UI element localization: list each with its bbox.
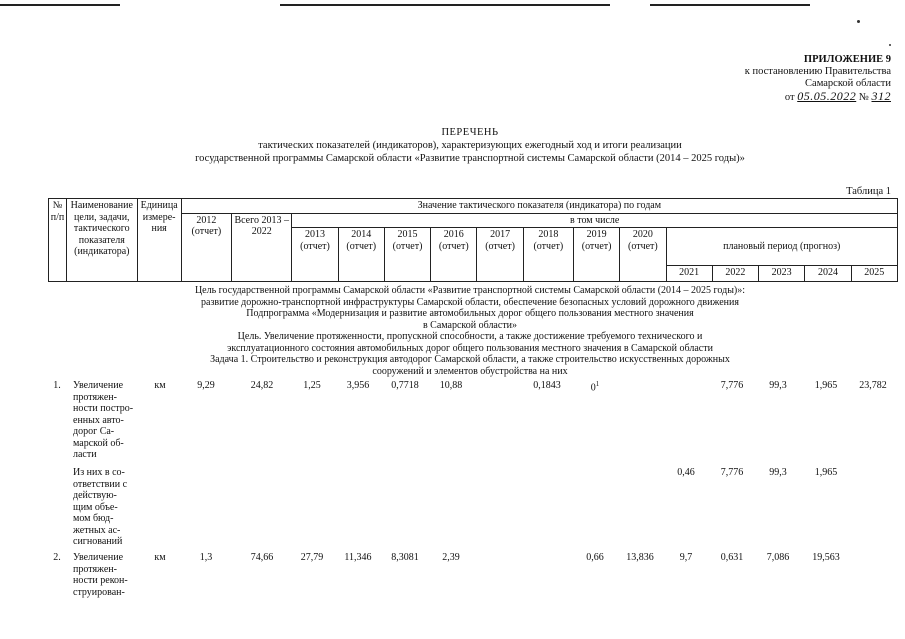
row-indicator-name xyxy=(73,552,139,598)
row-value-v2021 xyxy=(663,467,709,478)
scan-speck xyxy=(857,20,860,23)
header-year-plan: 2021 xyxy=(666,266,712,282)
handwritten-number: 312 xyxy=(871,89,891,103)
aim-line-2: эксплуатационного состояния автомобильных дорог общего пользования местного значения в Самарской области xyxy=(227,342,713,354)
row-value-text: 1,965 xyxy=(814,467,838,478)
row-value-v2015 xyxy=(382,380,428,391)
row-name-line: щим объе- xyxy=(73,501,118,513)
row-value-text: 99,3 xyxy=(769,467,787,478)
row-value-v2015 xyxy=(382,552,428,563)
row-name-line: действую- xyxy=(73,490,117,501)
row-indicator-name xyxy=(73,380,139,461)
row-value-v2012 xyxy=(183,380,229,391)
row-value-text: 11,346 xyxy=(344,552,372,563)
row-value-v2012 xyxy=(183,552,229,563)
row-value-text: 19,563 xyxy=(812,552,840,563)
row-name-line: Увеличение xyxy=(73,552,124,563)
row-value-text: 7,776 xyxy=(720,380,744,391)
document-heading xyxy=(0,126,905,165)
appendix-block xyxy=(745,54,891,104)
row-value-text: 7,776 xyxy=(720,467,744,478)
row-value-text: 0,1843 xyxy=(533,380,561,391)
row-name-line: Из них в со- xyxy=(73,467,125,478)
header-year-report: 2019 (отчет) xyxy=(573,228,619,282)
header-year-plan: 2023 xyxy=(759,266,805,282)
row-value-total xyxy=(239,380,285,391)
header-name: Наименование цели, задачи, тактического показателя (индикатора) xyxy=(67,199,137,282)
row-value-text: 1,25 xyxy=(303,380,321,391)
scan-speck xyxy=(889,44,891,46)
row-value-text: 99,3 xyxy=(769,380,787,391)
appendix-line-1: к постановлению Правительства xyxy=(744,66,891,77)
subprogram-line-2: в Самарской области» xyxy=(422,319,518,331)
row-name-line: дорог Са- xyxy=(73,426,115,437)
row-value-v2019 xyxy=(572,552,618,563)
row-number: 2. xyxy=(53,552,61,563)
row-value-text: 7,086 xyxy=(766,552,790,563)
row-name-line: сигнований xyxy=(73,536,123,547)
handwritten-date: 05.05.2022 xyxy=(797,89,857,103)
table-label: Таблица 1 xyxy=(846,186,891,197)
row-value-text: 8,3081 xyxy=(391,552,419,563)
row-value-v2023 xyxy=(755,552,801,563)
heading-line-1: тактических показателей (индикаторов), характеризующих ежегодный ход и итоги реализации xyxy=(258,140,682,151)
row-value-text: 0 xyxy=(590,382,596,394)
row-value-text: 3,956 xyxy=(346,380,370,391)
row-name-line: ласти xyxy=(73,449,97,460)
header-year-report: 2014 (отчет) xyxy=(338,228,384,282)
row-value-text: 1,3 xyxy=(199,552,213,563)
row-name-line: ответствии с xyxy=(73,478,128,490)
row-value-text: 0,631 xyxy=(720,552,744,563)
header-unit: Единица измере-ния xyxy=(137,199,181,282)
row-value-total xyxy=(239,552,285,563)
header-year-report: 2018 (отчет) xyxy=(523,228,573,282)
row-value-v2023 xyxy=(755,380,801,391)
row-value-text: 1,965 xyxy=(814,380,838,391)
indicator-table-header xyxy=(48,198,898,282)
appendix-line-2: Самарской области xyxy=(805,78,891,89)
row-name-line: струирован- xyxy=(73,586,125,598)
header-year-report: 2013 (отчет) xyxy=(292,228,338,282)
row-value-v2024 xyxy=(803,380,849,391)
row-value-v2018 xyxy=(524,380,570,391)
row-value-v2014 xyxy=(335,552,381,563)
task-line-2: сооружений и элементов обустройства на них xyxy=(372,365,568,377)
row-value-text: 9,29 xyxy=(197,380,215,391)
header-2012: 2012 (отчет) xyxy=(181,213,231,282)
appendix-title: ПРИЛОЖЕНИЕ 9 xyxy=(803,54,891,65)
header-plan-title: плановый период (прогноз) xyxy=(666,228,897,266)
row-value-text: 13,836 xyxy=(626,552,654,563)
row-value-v2022 xyxy=(709,552,755,563)
row-value-v2016 xyxy=(428,380,474,391)
header-value-title: Значение тактического показателя (индикатора) по годам xyxy=(181,199,897,214)
scan-edge-line xyxy=(280,4,610,6)
goal-line-1: Цель государственной программы Самарской области «Развитие транспортной системы Самарской области (2014 – 2025 годы)»: xyxy=(194,285,746,296)
row-value-text: 74,66 xyxy=(250,552,274,563)
header-total: Всего 2013 – 2022 xyxy=(232,213,292,282)
row-name-line: ности рекон- xyxy=(73,575,128,586)
row-value-v2022 xyxy=(709,380,755,391)
scan-edge-line xyxy=(0,4,120,6)
row-value-text: 2,39 xyxy=(442,552,460,563)
row-value-v2023 xyxy=(755,467,801,478)
row-name-line: марской об- xyxy=(73,437,124,449)
header-year-plan: 2022 xyxy=(712,266,758,282)
row-value-v2024 xyxy=(803,467,849,478)
row-value-v2022 xyxy=(709,467,755,478)
aim-line-1: Цель. Увеличение протяженности, пропускной способности, а также достижение требуемого технического и xyxy=(237,331,703,342)
number-prefix: № xyxy=(858,92,869,103)
row-value-v2025 xyxy=(850,380,896,391)
row-name-line: протяжен- xyxy=(73,563,117,575)
goal-line-2: развитие дорожно-транспортной инфраструктуры Самарской области, обеспечение безопасных условий дорожного движения xyxy=(201,296,739,308)
header-num: № п/п xyxy=(49,199,67,282)
row-indicator-name xyxy=(73,467,139,548)
row-name-line: жетных ас- xyxy=(73,524,121,536)
task-line-1: Задача 1. Строительство и реконструкция автодорог Самарской области, а также строительство искусственных дорожных xyxy=(210,354,730,365)
section-goal xyxy=(0,285,905,377)
row-value-v2013 xyxy=(289,552,335,563)
row-value-text: 9,7 xyxy=(679,552,693,563)
header-year-report: 2017 (отчет) xyxy=(477,228,523,282)
subprogram-line-1: Подпрограмма «Модернизация и развитие автомобильных дорог общего пользования местного значения xyxy=(246,308,694,319)
row-value-v2014 xyxy=(335,380,381,391)
scan-edge-line xyxy=(650,4,810,6)
row-value-v2013 xyxy=(289,380,335,391)
header-year-plan: 2025 xyxy=(851,266,897,282)
header-year-report: 2015 (отчет) xyxy=(384,228,430,282)
row-value-text: 24,82 xyxy=(250,380,274,391)
row-value-text: 0,7718 xyxy=(391,380,419,391)
row-value-v2020 xyxy=(617,552,663,563)
row-unit: км xyxy=(154,380,166,391)
header-year-report: 2020 (отчет) xyxy=(620,228,666,282)
row-number: 1. xyxy=(53,380,61,391)
document-title: ПЕРЕЧЕНЬ xyxy=(441,127,499,138)
row-value-text: 23,782 xyxy=(859,380,887,391)
appendix-date-line xyxy=(745,90,891,104)
row-name-line: ности постро- xyxy=(73,403,134,414)
row-name-line: мом бюд- xyxy=(73,513,114,524)
row-value-v2016 xyxy=(428,552,474,563)
header-incl: в том числе xyxy=(292,213,898,228)
footnote-marker: 1 xyxy=(595,380,600,388)
row-value-text: 0,66 xyxy=(586,552,604,563)
row-name-line: енных авто- xyxy=(73,414,124,426)
heading-line-2: государственной программы Самарской области «Развитие транспортной системы Самарской области (2014 – 2025 годы)» xyxy=(195,153,745,164)
row-value-v2021 xyxy=(663,552,709,563)
from-prefix: от xyxy=(784,92,795,103)
row-value-text: 27,79 xyxy=(300,552,324,563)
row-value-v2019 xyxy=(572,380,618,393)
row-name-line: протяжен- xyxy=(73,391,117,403)
header-year-report: 2016 (отчет) xyxy=(431,228,477,282)
row-value-v2024 xyxy=(803,552,849,563)
row-value-text: 0,46 xyxy=(677,467,695,478)
row-unit: км xyxy=(154,552,166,563)
row-value-text: 10,88 xyxy=(439,380,463,391)
header-year-plan: 2024 xyxy=(805,266,851,282)
row-name-line: Увеличение xyxy=(73,380,124,391)
